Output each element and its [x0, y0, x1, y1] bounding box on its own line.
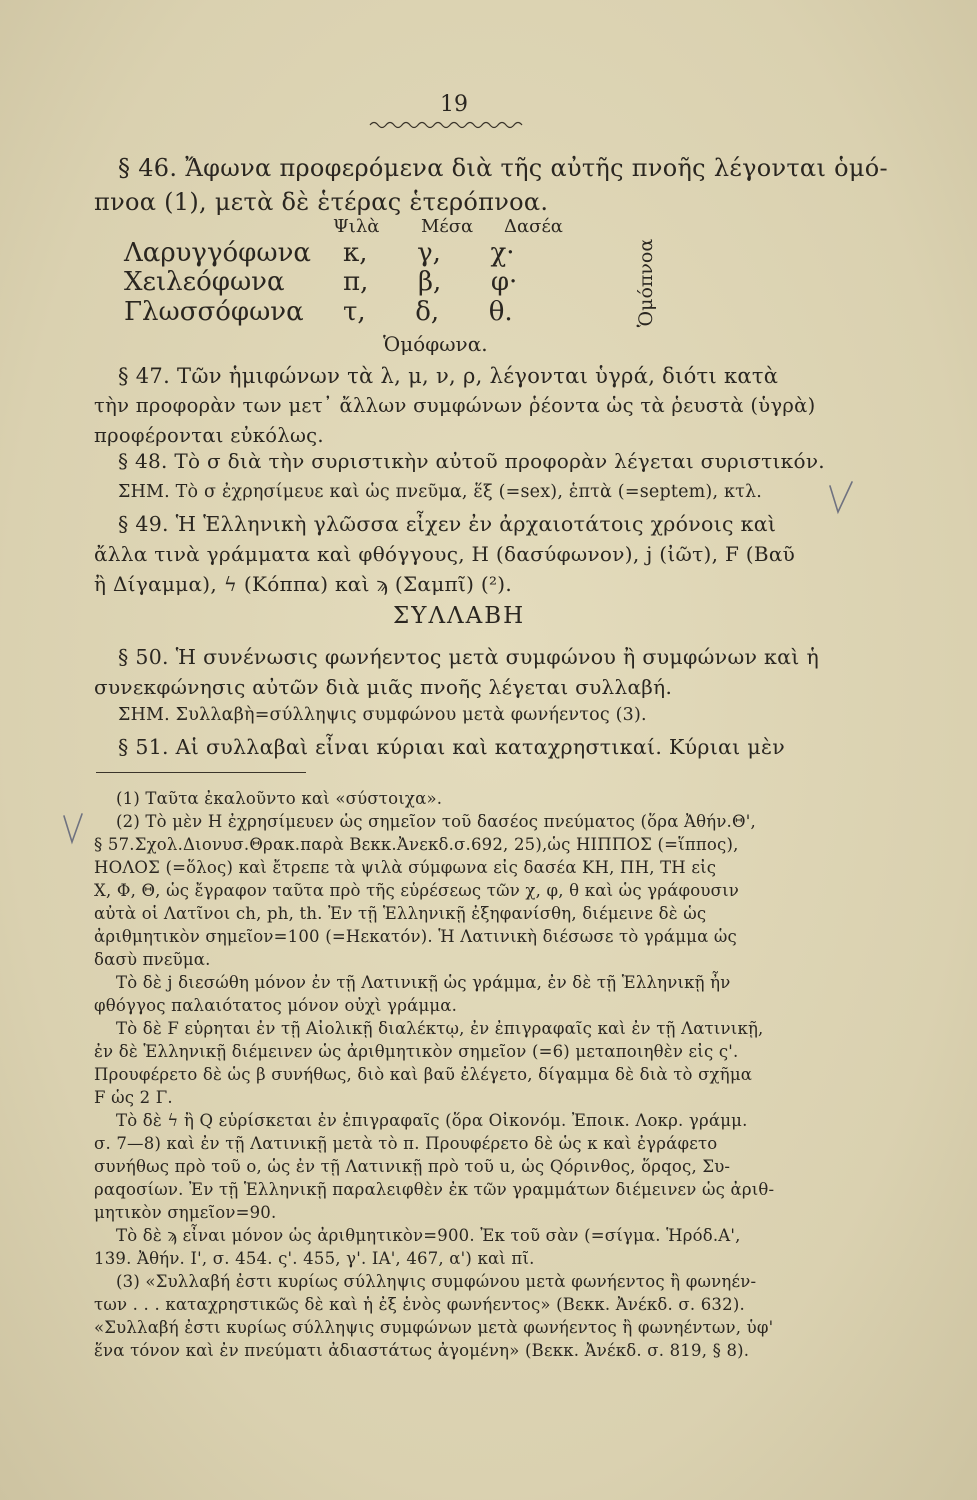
footnote-2-line-20: 139. Ἀθήν. Ι', σ. 454. ς'. 455, γ'. ΙΑ', 467, α') καὶ πῖ. [94, 1249, 535, 1268]
page-number: 19 [440, 92, 468, 117]
footnote-2-line-2: § 57.Σχολ.Διονυσ.Θρακ.παρὰ Βεκκ.Ἀνεκδ.σ.692, 25),ὡς ΗΙΠΠΟΣ (=ἵππος), [94, 835, 739, 854]
footnote-2-line-8: Τὸ δὲ j διεσώθη μόνον ἐν τῇ Λατινικῇ ὡς γράμμα, ἐν δὲ τῇ Ἑλληνικῇ ἦν [116, 973, 731, 992]
footnote-2-line-18: μητικὸν σημεῖον=90. [94, 1203, 277, 1222]
footnote-2-line-7: δασὺ πνεῦμα. [94, 950, 211, 969]
table-row-2-values: π, β, φ· [343, 267, 518, 297]
table-row-2-label: Χειλεόφωνα [124, 267, 285, 297]
pencil-check-mark-icon [826, 478, 856, 518]
footnote-2-line-6: ἀριθμητικὸν σημεῖον=100 (=Ηεκατόν). Ἡ Λατινικὴ διέσωσε τὸ γράμμα ὡς [94, 927, 737, 946]
vertical-label: Ὁμόπνοα [635, 238, 657, 328]
footnote-3-line-2: των . . . καταχρηστικῶς δὲ καὶ ἡ ἐξ ἑνὸς φωνήεντος» (Βεκκ. Ἀνέκδ. σ. 632). [94, 1295, 745, 1314]
footnote-rule [96, 772, 306, 773]
footnote-2-line-9: φθόγγος παλαιότατος μόνον οὐχὶ γράμμα. [94, 996, 458, 1015]
table-caption: Ὁμόφωνα. [383, 332, 488, 356]
footnote-2-line-19: Τὸ δὲ ϡ εἶναι μόνον ὡς ἀριθμητικὸν=900. Ἐκ τοῦ σὰν (=σίγμα. Ἡρόδ.Α', [116, 1226, 741, 1245]
footnote-3-line-1: (3) «Συλλαβή ἐστι κυρίως σύλληψις συμφώνου μετὰ φωνήεντος ἢ φωνηέν- [116, 1272, 757, 1291]
table-header-dasea: Δασέα [504, 216, 563, 237]
paragraph-46-line-1: § 46. Ἄφωνα προφερόμενα διὰ τῆς αὐτῆς πνοῆς λέγονται ὁμό- [118, 154, 888, 182]
footnote-2-line-4: Χ, Φ, Θ, ὡς ἔγραφον ταῦτα πρὸ τῆς εὑρέσεως τῶν χ, φ, θ καὶ ὡς γράφουσιν [94, 881, 740, 900]
footnote-2-line-15: σ. 7—8) καὶ ἐν τῇ Λατινικῇ μετὰ τὸ π. Προυφέρετο δὲ ὡς κ καὶ ἐγράφετο [94, 1134, 718, 1153]
ornament-rule [368, 118, 528, 132]
footnote-2-line-10: Τὸ δὲ F εὑρηται ἐν τῇ Αἰολικῇ διαλέκτῳ, ἐν ἐπιγραφαῖς καὶ ἐν τῇ Λατινικῇ, [116, 1019, 764, 1038]
paragraph-49-line-1: § 49. Ἡ Ἑλληνικὴ γλῶσσα εἶχεν ἐν ἀρχαιοτάτοις χρόνοις καὶ [118, 512, 777, 536]
table-row-3-label: Γλωσσόφωνα [124, 297, 304, 327]
footnote-2-line-12: Προυφέρετο δὲ ὡς β συνήθως, διὸ καὶ βαῦ ἐλέγετο, δίγαμμα δὲ διὰ τὸ σχῆμα [94, 1065, 753, 1084]
footnote-2-line-1: (2) Τὸ μὲν Η ἐχρησίμευεν ὡς σημεῖον τοῦ δασέος πνεύματος (ὅρα Ἀθήν.Θ', [116, 812, 756, 831]
section-heading: ΣΥΛΛΑΒΗ [393, 603, 526, 629]
footnote-2-line-17: ραqοσίων. Ἐν τῇ Ἑλληνικῇ παραλειφθὲν ἐκ τῶν γραμμάτων διέμεινεν ὡς ἀριθ- [94, 1180, 775, 1199]
note-50: ΣΗΜ. Συλλαβὴ=σύλληψις συμφώνου μετὰ φωνήεντος (3). [118, 705, 647, 725]
paragraph-51-line-1: § 51. Αἱ συλλαβαὶ εἶναι κύριαι καὶ καταχρηστικαί. Κύριαι μὲν [118, 735, 786, 759]
footnote-3-line-3: «Συλλαβή ἐστι κυρίως σύλληψις συμφώνων μετὰ φωνήεντος ἢ φωνηέντων, ὑφ' [94, 1318, 774, 1337]
table-header-mesa: Μέσα [421, 216, 474, 237]
footnote-2-line-5: αὐτὰ οἱ Λατῖνοι ch, ph, th. Ἐν τῇ Ἑλληνικῇ ἐξηφανίσθη, διέμεινε δὲ ὡς [94, 904, 707, 923]
table-row-1-values: κ, γ, χ· [343, 238, 515, 268]
paragraph-47-line-2: τὴν προφορὰν των μετ᾽ ἄλλων συμφώνων ῥέοντα ὡς τὰ ῥευστὰ (ὑγρὰ) [94, 394, 816, 417]
footnote-2-line-11: ἐν δὲ Ἑλληνικῇ διέμεινεν ὡς ἀριθμητικὸν σημεῖον (=6) μεταποιηθὲν εἰς ς'. [94, 1042, 739, 1061]
table-row-3-values: τ, δ, θ. [343, 297, 513, 327]
footnote-1: (1) Ταῦτα ἐκαλοῦντο καὶ «σύστοιχα». [116, 789, 443, 808]
paragraph-49-line-3: ἢ Δίγαμμα), ϟ (Κόππα) καὶ ϡ (Σαμπῖ) (²). [94, 572, 513, 596]
paragraph-47-line-3: προφέρονται εὐκόλως. [94, 424, 324, 447]
table-header-psila: Ψιλὰ [333, 216, 380, 237]
footnote-3-line-4: ἕνα τόνον καὶ ἐν πνεύματι ἀδιαστάτως ἀγομένη» (Βεκκ. Ἀνέκδ. σ. 819, § 8). [94, 1341, 750, 1360]
paragraph-50-line-1: § 50. Ἡ συνένωσις φωνήεντος μετὰ συμφώνου ἢ συμφώνων καὶ ἡ [118, 645, 820, 669]
pencil-check-mark-icon [60, 812, 86, 848]
paragraph-47-line-1: § 47. Τῶν ἡμιφώνων τὰ λ, μ, ν, ρ, λέγονται ὑγρά, διότι κατὰ [118, 364, 779, 388]
note-48: ΣΗΜ. Τὸ σ ἐχρησίμευε καὶ ὡς πνεῦμα, ἕξ (=sex), ἑπτὰ (=septem), κτλ. [118, 482, 763, 502]
footnote-2-line-13: F ὡς 2 Γ. [94, 1088, 173, 1107]
footnote-2-line-3: ΗΟΛΟΣ (=ὅλος) καὶ ἔτρεπε τὰ ψιλὰ σύμφωνα εἰς δασέα ΚΗ, ΠΗ, ΤΗ εἰς [94, 858, 717, 877]
paragraph-49-line-2: ἄλλα τινὰ γράμματα καὶ φθόγγους, Η (δασύφωνον), j (ἰῶτ), F (Βαῦ [94, 542, 796, 566]
footnote-2-line-16: συνήθως πρὸ τοῦ ο, ὡς ἐν τῇ Λατινικῇ πρὸ τοῦ u, ὡς Qόρινθος, ὅρqος, Συ- [94, 1157, 731, 1176]
footnote-2-line-14: Τὸ δὲ ϟ ἢ Q εὑρίσκεται ἐν ἐπιγραφαῖς (ὅρα Οἰκονόμ. Ἐποικ. Λοκρ. γράμμ. [116, 1111, 748, 1130]
paragraph-46-line-2: πνοα (1), μετὰ δὲ ἑτέρας ἑτερόπνοα. [94, 188, 549, 216]
paragraph-50-line-2: συνεκφώνησις αὐτῶν διὰ μιᾶς πνοῆς λέγεται συλλαβή. [94, 675, 673, 699]
paragraph-48-line-1: § 48. Τὸ σ διὰ τὴν συριστικὴν αὐτοῦ προφορὰν λέγεται συριστικόν. [118, 449, 825, 473]
table-row-1-label: Λαρυγγόφωνα [124, 238, 311, 268]
